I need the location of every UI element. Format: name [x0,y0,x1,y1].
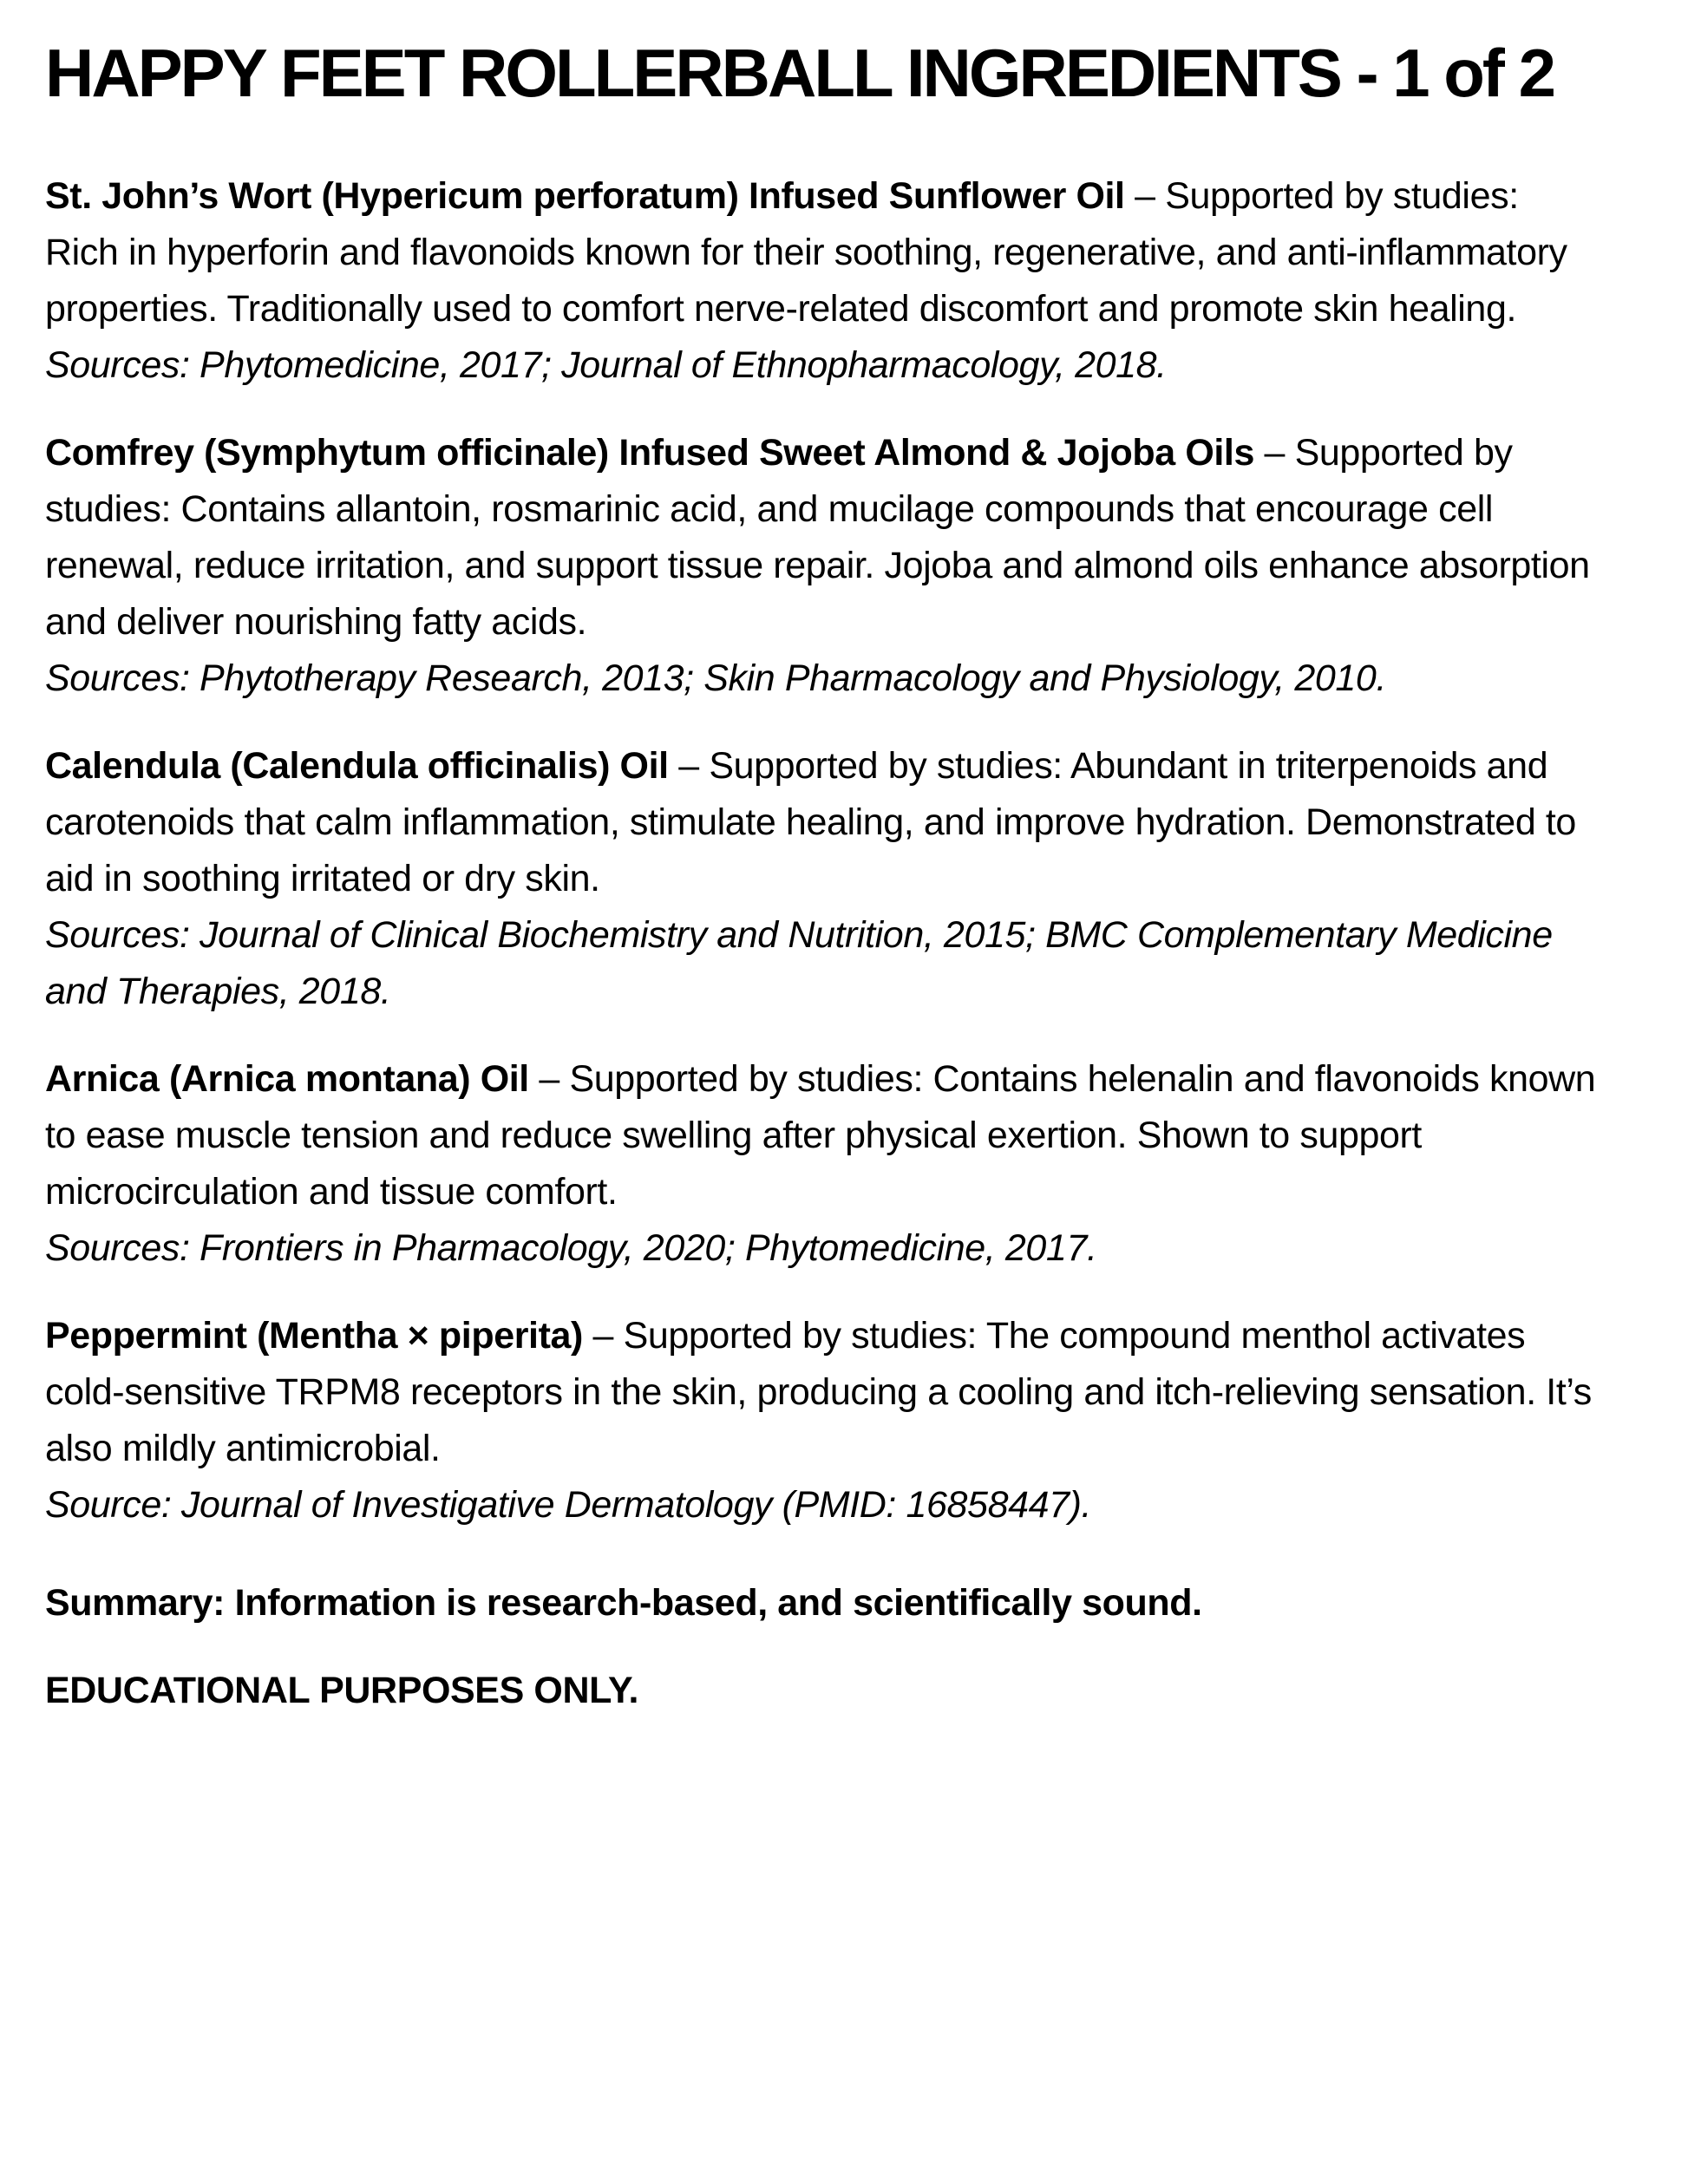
disclaimer-text: EDUCATIONAL PURPOSES ONLY. [45,1669,639,1711]
ingredient-sources: Sources: Journal of Clinical Biochemistry and Nutrition, 2015; BMC Complementary Medicine and Therapies, 2018. [45,913,1553,1012]
dash-separator: – [1264,431,1286,474]
ingredient-paragraph-comfrey [45,425,1598,707]
page-title: HAPPY FEET ROLLERBALL INGREDIENTS - 1 of 2 [45,35,1554,111]
ingredient-description: Supported by studies: Contains helenalin and flavonoids known to ease muscle tension and reduce swelling after physical exertion. Shown to support microcirculation and tissue comfort. [45,1057,1596,1213]
summary-statement [45,1575,1598,1631]
disclaimer-statement [45,1663,1598,1719]
ingredient-sources: Sources: Phytomedicine, 2017; Journal of Ethnopharmacology, 2018. [45,343,1167,386]
dash-separator: – [539,1057,559,1100]
summary-label: Summary: [45,1581,226,1624]
dash-separator: – [592,1314,614,1357]
ingredient-description: Supported by studies: Abundant in triterpenoids and carotenoids that calm inflammation, stimulate healing, and improve hydration. Demonstrated to aid in soothing irritated or dry skin. [45,744,1576,899]
ingredient-sources: Sources: Frontiers in Pharmacology, 2020; Phytomedicine, 2017. [45,1226,1097,1269]
ingredient-name: Peppermint (Mentha × piperita) [45,1314,583,1357]
ingredient-description: Supported by studies: The compound menthol activates cold-sensitive TRPM8 receptors in the skin, producing a cooling and itch-relieving sensation. It’s also mildly antimicrobial. [45,1314,1592,1469]
ingredient-name: Arnica (Arnica montana) Oil [45,1057,529,1100]
summary-text: Information is research-based, and scientifically sound. [234,1581,1202,1624]
ingredient-paragraph-st-johns-wort [45,168,1598,394]
ingredient-description: Supported by studies: Rich in hyperforin and flavonoids known for their soothing, regenerative, and anti-inflammatory properties. Traditionally used to comfort nerve-related discomfort and promote skin healing. [45,174,1567,330]
ingredient-paragraph-calendula [45,738,1598,1020]
ingredient-paragraph-peppermint [45,1308,1598,1533]
ingredient-description: Supported by studies: Contains allantoin, rosmarinic acid, and mucilage compounds that encourage cell renewal, reduce irritation, and support tissue repair. Jojoba and almond oils enhance absorption and deliver nourishing fatty acids. [45,431,1590,643]
ingredient-sources: Sources: Phytotherapy Research, 2013; Skin Pharmacology and Physiology, 2010. [45,657,1386,699]
ingredient-paragraph-arnica [45,1051,1598,1277]
ingredient-name: Calendula (Calendula officinalis) Oil [45,744,669,787]
ingredient-sources: Source: Journal of Investigative Dermatology (PMID: 16858447). [45,1483,1092,1526]
ingredient-name: St. John’s Wort (Hypericum perforatum) Infused Sunflower Oil [45,174,1125,217]
dash-separator: – [1135,174,1155,217]
ingredient-name: Comfrey (Symphytum officinale) Infused Sweet Almond & Jojoba Oils [45,431,1254,474]
dash-separator: – [678,744,699,787]
